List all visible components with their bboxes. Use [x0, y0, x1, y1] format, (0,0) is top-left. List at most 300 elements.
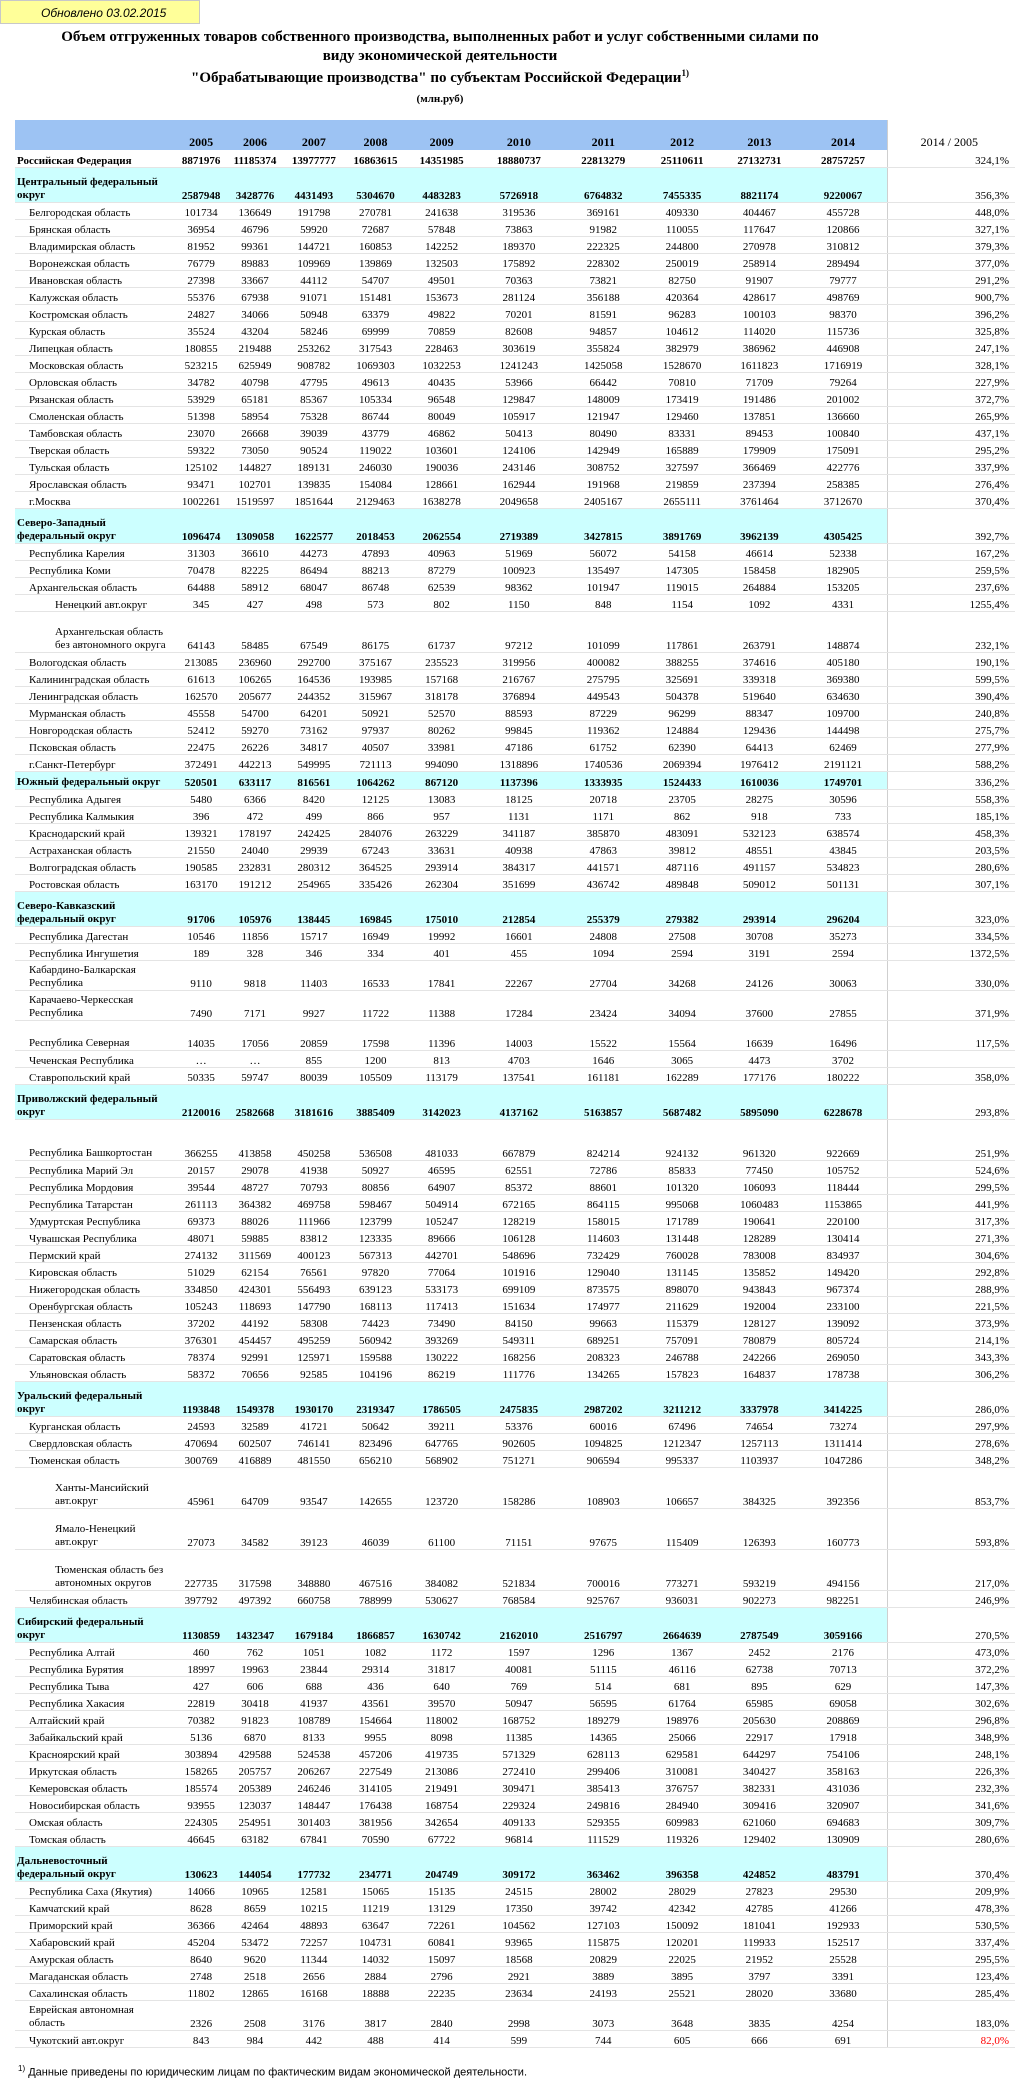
value-cell: 3797 — [719, 1967, 799, 1984]
value-cell: 26668 — [226, 424, 284, 441]
value-cell: 162944 — [476, 475, 562, 492]
ratio-cell: 379,3% — [887, 237, 1015, 254]
ratio-cell: 324,1% — [887, 150, 1015, 168]
value-cell: 548696 — [476, 1246, 562, 1263]
value-cell: 483791 — [799, 1847, 887, 1882]
row-name-line: автономных округов — [55, 1577, 152, 1589]
value-cell: 105247 — [407, 1212, 476, 1229]
value-cell: 50921 — [344, 704, 407, 721]
value-cell: 13977777 — [284, 150, 344, 168]
row-name — [15, 790, 176, 807]
value-cell: 644297 — [719, 1745, 799, 1762]
value-cell: 436 — [344, 1677, 407, 1694]
value-cell: 71151 — [476, 1509, 562, 1550]
ratio-cell: 280,6% — [887, 1830, 1015, 1847]
value-cell: 58308 — [284, 1314, 344, 1331]
value-cell: 93547 — [284, 1468, 344, 1509]
value-cell: 97820 — [344, 1263, 407, 1280]
row-name — [15, 288, 176, 305]
ratio-cell: 248,1% — [887, 1745, 1015, 1762]
value-cell: 262304 — [407, 875, 476, 892]
value-cell: 317543 — [344, 339, 407, 356]
row-name-line: Омская область — [29, 1817, 103, 1829]
value-cell: 105752 — [799, 1161, 887, 1178]
region-row — [15, 1280, 1015, 1297]
value-cell: 924132 — [645, 1120, 719, 1161]
value-cell: 65181 — [226, 390, 284, 407]
value-cell: 213085 — [176, 653, 226, 670]
value-cell: 10965 — [226, 1882, 284, 1899]
row-name-line: Российская Федерация — [17, 155, 132, 167]
value-cell: 328 — [226, 944, 284, 961]
value-cell: 139092 — [799, 1314, 887, 1331]
value-cell: 12865 — [226, 1984, 284, 2001]
value-cell: 123720 — [407, 1468, 476, 1509]
value-cell: 862 — [645, 807, 719, 824]
ratio-cell: 227,9% — [887, 373, 1015, 390]
value-cell: 36366 — [176, 1916, 226, 1933]
value-cell: 50948 — [284, 305, 344, 322]
value-cell: 158265 — [176, 1762, 226, 1779]
value-cell: 49501 — [407, 271, 476, 288]
row-name-line: Владимирская область — [29, 241, 136, 253]
footnote-mark: 1) — [18, 2064, 26, 2073]
value-cell: 235523 — [407, 653, 476, 670]
value-cell: 91823 — [226, 1711, 284, 1728]
value-cell: 114603 — [562, 1229, 645, 1246]
row-name — [15, 1263, 176, 1280]
value-cell: 3962139 — [719, 509, 799, 544]
row-name — [15, 824, 176, 841]
value-cell: 124106 — [476, 441, 562, 458]
value-cell: 23424 — [562, 991, 645, 1021]
value-cell: 12581 — [284, 1882, 344, 1899]
value-cell: 481033 — [407, 1120, 476, 1161]
value-cell: 205757 — [226, 1762, 284, 1779]
value-cell: 29314 — [344, 1660, 407, 1677]
value-cell: 598467 — [344, 1195, 407, 1212]
value-cell: 46614 — [719, 544, 799, 561]
region-row — [15, 790, 1015, 807]
value-cell: 446908 — [799, 339, 887, 356]
ratio-cell: 348,2% — [887, 1451, 1015, 1468]
value-cell: 689251 — [562, 1331, 645, 1348]
value-cell: 1172 — [407, 1643, 476, 1660]
value-cell: 35273 — [799, 927, 887, 944]
value-cell: 33667 — [226, 271, 284, 288]
row-name — [15, 544, 176, 561]
value-cell: 61613 — [176, 670, 226, 687]
ratio-cell: 277,9% — [887, 738, 1015, 755]
value-cell: 369161 — [562, 203, 645, 220]
value-cell: 64201 — [284, 704, 344, 721]
row-name-line: Ямало-Ненецкий — [55, 1523, 136, 1535]
region-row — [15, 1314, 1015, 1331]
value-cell: 59747 — [226, 1068, 284, 1085]
value-cell: 208869 — [799, 1711, 887, 1728]
region-row — [15, 991, 1015, 1021]
value-cell: 136649 — [226, 203, 284, 220]
value-cell: 48727 — [226, 1178, 284, 1195]
row-name — [15, 1212, 176, 1229]
value-cell: 82608 — [476, 322, 562, 339]
row-name — [15, 1608, 176, 1643]
value-cell: 58912 — [226, 578, 284, 595]
row-name — [15, 721, 176, 738]
value-cell: 700016 — [562, 1550, 645, 1591]
value-cell: 56072 — [562, 544, 645, 561]
value-cell: 18997 — [176, 1660, 226, 1677]
value-cell: 754106 — [799, 1745, 887, 1762]
value-cell: 17918 — [799, 1728, 887, 1745]
value-cell: 7490 — [176, 991, 226, 1021]
value-cell: 397792 — [176, 1591, 226, 1608]
value-cell: 79264 — [799, 373, 887, 390]
region-row — [15, 807, 1015, 824]
value-cell: 16533 — [344, 961, 407, 991]
value-cell: 2069394 — [645, 755, 719, 772]
value-cell: 91982 — [562, 220, 645, 237]
region-row — [15, 578, 1015, 595]
value-cell: 263791 — [719, 612, 799, 653]
row-name — [15, 203, 176, 220]
value-cell: 19992 — [407, 927, 476, 944]
value-cell: 115736 — [799, 322, 887, 339]
value-cell: 130909 — [799, 1830, 887, 1847]
value-cell: 46862 — [407, 424, 476, 441]
region-row — [15, 1550, 1015, 1591]
value-cell: 16949 — [344, 927, 407, 944]
region-row — [15, 544, 1015, 561]
value-cell: 498 — [284, 595, 344, 612]
value-cell: 10546 — [176, 927, 226, 944]
value-cell: 1309058 — [226, 509, 284, 544]
row-name-line: федеральный округ — [17, 530, 116, 542]
row-name — [15, 772, 176, 790]
value-cell: 67722 — [407, 1830, 476, 1847]
value-cell: 110055 — [645, 220, 719, 237]
value-cell: 30596 — [799, 790, 887, 807]
value-cell: 1241243 — [476, 356, 562, 373]
row-name — [15, 322, 176, 339]
value-cell: 115409 — [645, 1509, 719, 1550]
value-cell: 504378 — [645, 687, 719, 704]
value-cell: 123037 — [226, 1796, 284, 1813]
ratio-cell: 214,1% — [887, 1331, 1015, 1348]
value-cell: 50642 — [344, 1417, 407, 1434]
value-cell: 105334 — [344, 390, 407, 407]
value-cell: 374616 — [719, 653, 799, 670]
value-cell: 816561 — [284, 772, 344, 790]
row-name-line: Пензенская область — [29, 1318, 122, 1330]
ratio-cell: 348,9% — [887, 1728, 1015, 1745]
ratio-cell: 259,5% — [887, 561, 1015, 578]
value-cell: 533173 — [407, 1280, 476, 1297]
value-cell: 91907 — [719, 271, 799, 288]
row-name — [15, 441, 176, 458]
row-name — [15, 1950, 176, 1967]
value-cell: 123335 — [344, 1229, 407, 1246]
value-cell: 192004 — [719, 1297, 799, 1314]
value-cell: 241638 — [407, 203, 476, 220]
region-row — [15, 1365, 1015, 1382]
region-row — [15, 670, 1015, 687]
ratio-cell: 334,5% — [887, 927, 1015, 944]
row-name — [15, 595, 176, 612]
ratio-cell: 275,7% — [887, 721, 1015, 738]
row-name-line: Смоленская область — [29, 411, 124, 423]
value-cell: 3391 — [799, 1967, 887, 1984]
value-cell: 24040 — [226, 841, 284, 858]
value-cell: 454457 — [226, 1331, 284, 1348]
value-cell: 46116 — [645, 1660, 719, 1677]
footnote-text: Данные приведены по юридическим лицам по фактическим видам экономической деятельности. — [28, 2066, 527, 2079]
value-cell: 3648 — [645, 2001, 719, 2031]
value-cell: 15065 — [344, 1882, 407, 1899]
value-cell: 34817 — [284, 738, 344, 755]
value-cell: 142252 — [407, 237, 476, 254]
value-cell: 1851644 — [284, 492, 344, 509]
value-cell: 129402 — [719, 1830, 799, 1847]
value-cell: 88213 — [344, 561, 407, 578]
row-name — [15, 944, 176, 961]
value-cell: 15097 — [407, 1950, 476, 1967]
value-cell: 1432347 — [226, 1608, 284, 1643]
value-cell: 99845 — [476, 721, 562, 738]
value-cell: 135497 — [562, 561, 645, 578]
value-cell: 237394 — [719, 475, 799, 492]
value-cell: 242266 — [719, 1348, 799, 1365]
row-name-line: Томская область — [29, 1834, 106, 1846]
value-cell: 681 — [645, 1677, 719, 1694]
value-cell: 15717 — [284, 927, 344, 944]
region-row — [15, 1813, 1015, 1830]
row-name — [15, 1984, 176, 2001]
value-cell: 691 — [799, 2031, 887, 2048]
district-row — [15, 892, 1015, 927]
value-cell: 23844 — [284, 1660, 344, 1677]
value-cell: 427 — [226, 595, 284, 612]
value-cell: 9110 — [176, 961, 226, 991]
row-name-line: Тюменская область без — [55, 1564, 164, 1576]
value-cell: 9818 — [226, 961, 284, 991]
value-cell: 180855 — [176, 339, 226, 356]
value-cell: 497392 — [226, 1591, 284, 1608]
region-row — [15, 1660, 1015, 1677]
value-cell: 89883 — [226, 254, 284, 271]
value-cell: 11219 — [344, 1899, 407, 1916]
value-cell: 15564 — [645, 1021, 719, 1051]
ratio-cell: 293,8% — [887, 1085, 1015, 1120]
value-cell: 157168 — [407, 670, 476, 687]
value-cell: 918 — [719, 807, 799, 824]
value-cell: 2018453 — [344, 509, 407, 544]
value-cell: 47863 — [562, 841, 645, 858]
value-cell: 53929 — [176, 390, 226, 407]
value-cell: 80039 — [284, 1068, 344, 1085]
value-cell: 22267 — [476, 961, 562, 991]
value-cell: 1519597 — [226, 492, 284, 509]
row-name — [15, 1899, 176, 1916]
value-cell: 70810 — [645, 373, 719, 390]
value-cell: 40938 — [476, 841, 562, 858]
value-cell: 666 — [719, 2031, 799, 2048]
value-cell: 364382 — [226, 1195, 284, 1212]
value-cell: 309416 — [719, 1796, 799, 1813]
row-name — [15, 1085, 176, 1120]
ratio-cell: 183,0% — [887, 2001, 1015, 2031]
data-table — [15, 120, 1015, 2048]
value-cell: 2587948 — [176, 168, 226, 203]
value-cell: 2120016 — [176, 1085, 226, 1120]
ratio-cell: 390,4% — [887, 687, 1015, 704]
value-cell: 50927 — [344, 1161, 407, 1178]
region-row — [15, 875, 1015, 892]
value-cell: 3835 — [719, 2001, 799, 2031]
value-cell: 123799 — [344, 1212, 407, 1229]
value-cell: 309172 — [476, 1847, 562, 1882]
row-name — [15, 254, 176, 271]
row-name — [15, 1796, 176, 1813]
value-cell: 24808 — [562, 927, 645, 944]
region-row — [15, 1643, 1015, 1660]
value-cell: 5480 — [176, 790, 226, 807]
value-cell: 28002 — [562, 1882, 645, 1899]
row-name — [15, 807, 176, 824]
region-row — [15, 220, 1015, 237]
row-name-line: Республика Марий Эл — [29, 1165, 134, 1177]
value-cell: 1679184 — [284, 1608, 344, 1643]
value-cell: 296204 — [799, 892, 887, 927]
row-name-line: Белгородская область — [29, 207, 131, 219]
value-cell: 70201 — [476, 305, 562, 322]
value-cell: 340427 — [719, 1762, 799, 1779]
value-cell: 3427815 — [562, 509, 645, 544]
value-cell: 191798 — [284, 203, 344, 220]
value-cell: 23634 — [476, 1984, 562, 2001]
value-cell: 11388 — [407, 991, 476, 1021]
row-name-line: Кабардино-Балкарская — [29, 964, 136, 976]
row-name-line: Архангельская область — [29, 582, 137, 594]
region-row — [15, 858, 1015, 875]
value-cell: 672165 — [476, 1195, 562, 1212]
value-cell: 190585 — [176, 858, 226, 875]
value-cell: 72261 — [407, 1916, 476, 1933]
value-cell: 9220067 — [799, 168, 887, 203]
value-cell: 14351985 — [407, 150, 476, 168]
value-cell: 1002261 — [176, 492, 226, 509]
value-cell: 2594 — [645, 944, 719, 961]
value-cell: 56595 — [562, 1694, 645, 1711]
value-cell: 254965 — [284, 875, 344, 892]
value-cell: 957 — [407, 807, 476, 824]
value-cell: 27073 — [176, 1509, 226, 1550]
ratio-cell: 190,1% — [887, 653, 1015, 670]
row-name-line: Южный федеральный округ — [17, 776, 161, 788]
value-cell: 376301 — [176, 1331, 226, 1348]
value-cell: 376894 — [476, 687, 562, 704]
ratio-cell: 1372,5% — [887, 944, 1015, 961]
value-cell: 104196 — [344, 1365, 407, 1382]
value-cell: 11802 — [176, 1984, 226, 2001]
ratio-cell: 285,4% — [887, 1984, 1015, 2001]
value-cell: 455728 — [799, 203, 887, 220]
value-cell: 3891769 — [645, 509, 719, 544]
value-cell: 22025 — [645, 1950, 719, 1967]
value-cell: 571329 — [476, 1745, 562, 1762]
page-subtitle — [0, 68, 880, 87]
value-cell: 467516 — [344, 1550, 407, 1591]
ratio-cell: 370,4% — [887, 492, 1015, 509]
header-year: 2013 — [719, 120, 799, 150]
title-line-2: виду экономической деятельности — [322, 48, 558, 64]
value-cell: 4473 — [719, 1051, 799, 1068]
value-cell: 11403 — [284, 961, 344, 991]
value-cell: 130222 — [407, 1348, 476, 1365]
row-name-line: Краснодарский край — [29, 828, 126, 840]
value-cell: 1060483 — [719, 1195, 799, 1212]
region-row — [15, 595, 1015, 612]
ratio-cell: 337,4% — [887, 1933, 1015, 1950]
value-cell: 43561 — [344, 1694, 407, 1711]
value-cell: 254951 — [226, 1813, 284, 1830]
value-cell: 2748 — [176, 1967, 226, 1984]
value-cell: 33680 — [799, 1984, 887, 2001]
value-cell: 131145 — [645, 1263, 719, 1280]
value-cell: 442213 — [226, 755, 284, 772]
row-name-line: Чувашская Республика — [29, 1233, 137, 1245]
value-cell: 16601 — [476, 927, 562, 944]
value-cell: 1137396 — [476, 772, 562, 790]
value-cell: 40963 — [407, 544, 476, 561]
value-cell: 284940 — [645, 1796, 719, 1813]
value-cell: 4431493 — [284, 168, 344, 203]
value-cell: 303894 — [176, 1745, 226, 1762]
district-row — [15, 1847, 1015, 1882]
value-cell: 5726918 — [476, 168, 562, 203]
row-name-line: Алтайский край — [29, 1715, 105, 1727]
value-cell: 460 — [176, 1643, 226, 1660]
value-cell: 120866 — [799, 220, 887, 237]
value-cell: 1524433 — [645, 772, 719, 790]
value-cell: 751271 — [476, 1451, 562, 1468]
value-cell: 148874 — [799, 612, 887, 653]
value-cell: 40798 — [226, 373, 284, 390]
value-cell: 1646 — [562, 1051, 645, 1068]
row-name — [15, 168, 176, 203]
row-name — [15, 1382, 176, 1417]
region-row — [15, 1331, 1015, 1348]
region-row — [15, 721, 1015, 738]
value-cell: 30063 — [799, 961, 887, 991]
value-cell: 925767 — [562, 1591, 645, 1608]
value-cell: 36610 — [226, 544, 284, 561]
value-cell: 385870 — [562, 824, 645, 841]
value-cell: 168256 — [476, 1348, 562, 1365]
row-name-line: Тамбовская область — [29, 428, 123, 440]
value-cell: 52412 — [176, 721, 226, 738]
ratio-cell: 304,6% — [887, 1246, 1015, 1263]
ratio-cell: 337,9% — [887, 458, 1015, 475]
header-year: 2014 — [799, 120, 887, 150]
row-name — [15, 1643, 176, 1660]
value-cell: 81952 — [176, 237, 226, 254]
value-cell: 498769 — [799, 288, 887, 305]
region-row — [15, 305, 1015, 322]
value-cell: 97675 — [562, 1509, 645, 1550]
row-name-line: Удмуртская Республика — [29, 1216, 141, 1228]
region-row — [15, 237, 1015, 254]
